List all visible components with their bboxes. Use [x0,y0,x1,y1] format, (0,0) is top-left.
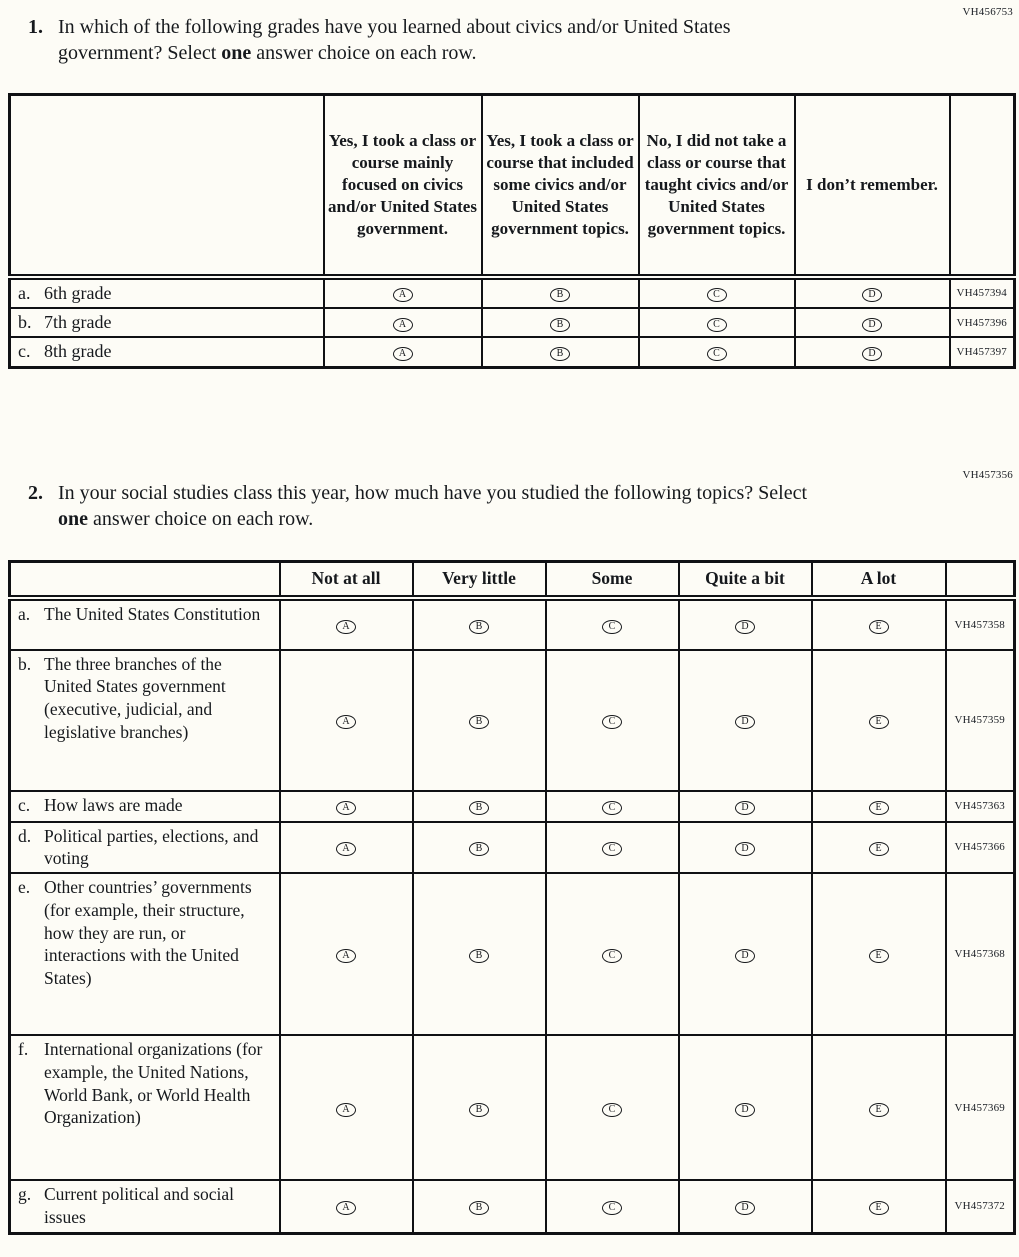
q2-row-a-label-cell [10,598,280,650]
item-code: VH457396 [950,308,1015,337]
row-letter: d. [18,825,32,846]
row-label: Other countries’ governments (for example, their structure, how they are run, or interactions with the United States) [44,877,252,988]
q2-col-header-a-lot: A lot [812,562,946,598]
question-1 [28,14,838,67]
q1-row-b-option-d-bubble[interactable]: D [862,318,882,332]
q2-row-f-option-a-bubble[interactable]: A [336,1103,356,1117]
q1-row-c-option-a-bubble[interactable]: A [393,347,413,361]
item-code: VH457394 [950,277,1015,308]
q2-row-g-option-e-bubble[interactable]: E [869,1201,889,1215]
q1-col-header-no: No, I did not take a class or course that taught civics and/or United States government topics. [639,95,795,277]
question-2-answer-grid [8,560,1016,1235]
q1-row-a-option-d-bubble[interactable]: D [862,288,882,302]
table-row-q2-b [10,650,1015,791]
q2-row-b-option-a-bubble[interactable]: A [336,715,356,729]
table-row-q1-b [10,308,1015,337]
question-2-text-before: In your social studies class this year, how much have you studied the following topics? Select [58,482,808,504]
q1-header-code-spacer [950,95,1015,277]
table-row-q2-e [10,873,1015,1035]
table-row-q2-d [10,822,1015,874]
q2-row-d-label-cell [10,822,280,874]
item-code: VH457372 [946,1180,1015,1233]
table-row-q1-c [10,337,1015,367]
q2-row-e-option-b-bubble[interactable]: B [469,949,489,963]
q2-row-c-label-cell [10,791,280,822]
q1-row-b-option-b-bubble[interactable]: B [550,318,570,332]
q2-row-e-option-e-bubble[interactable]: E [869,949,889,963]
row-letter: c. [18,341,31,362]
q1-row-c-option-b-bubble[interactable]: B [550,347,570,361]
row-label: 7th grade [44,311,112,332]
row-label: How laws are made [44,794,183,815]
item-code: VH457366 [946,822,1015,874]
row-label: 6th grade [44,282,112,303]
q2-row-d-option-e-bubble[interactable]: E [869,842,889,856]
q2-row-g-option-b-bubble[interactable]: B [469,1201,489,1215]
q1-row-a-option-b-bubble[interactable]: B [550,288,570,302]
row-label: 8th grade [44,341,112,362]
q2-row-d-option-b-bubble[interactable]: B [469,842,489,856]
q1-row-c-label-cell [10,337,324,367]
question-2-text-bold: one [58,508,88,531]
q2-row-g-option-c-bubble[interactable]: C [602,1201,622,1215]
q1-row-c-option-d-bubble[interactable]: D [862,347,882,361]
q2-col-header-very-little: Very little [413,562,546,598]
q2-row-b-option-c-bubble[interactable]: C [602,715,622,729]
q1-header-spacer [10,95,324,277]
question-2-item-code: VH457356 [962,469,1013,481]
q2-row-g-label-cell [10,1180,280,1233]
q2-header-spacer [10,562,280,598]
q2-row-c-option-b-bubble[interactable]: B [469,801,489,815]
q1-col-header-yes-some: Yes, I took a class or course that included some civics and/or United States government topics. [482,95,639,277]
item-code: VH457369 [946,1035,1015,1180]
q2-row-e-option-d-bubble[interactable]: D [735,949,755,963]
question-1-text [58,14,838,67]
q2-row-a-option-e-bubble[interactable]: E [869,620,889,634]
item-code: VH457368 [946,873,1015,1035]
q2-row-b-option-b-bubble[interactable]: B [469,715,489,729]
q2-row-f-label-cell [10,1035,280,1180]
q2-col-header-quite-a-bit: Quite a bit [679,562,812,598]
q2-row-b-option-e-bubble[interactable]: E [869,715,889,729]
row-letter: e. [18,877,31,897]
item-code: VH457358 [946,598,1015,650]
row-letter: f. [18,1039,29,1059]
q2-row-g-option-d-bubble[interactable]: D [735,1201,755,1215]
row-label: Political parties, elections, and voting [44,825,259,869]
row-letter: a. [18,282,31,303]
q2-row-b-label-cell [10,650,280,791]
q2-row-e-option-c-bubble[interactable]: C [602,949,622,963]
row-letter: b. [18,653,32,674]
q2-row-a-option-a-bubble[interactable]: A [336,620,356,634]
q2-row-a-option-b-bubble[interactable]: B [469,620,489,634]
q2-row-f-option-e-bubble[interactable]: E [869,1103,889,1117]
q2-row-c-option-c-bubble[interactable]: C [602,801,622,815]
q2-row-d-option-d-bubble[interactable]: D [735,842,755,856]
q1-col-header-dont-remember: I don’t remember. [795,95,950,277]
q1-row-b-option-a-bubble[interactable]: A [393,318,413,332]
q2-row-c-option-a-bubble[interactable]: A [336,801,356,815]
q2-row-e-option-a-bubble[interactable]: A [336,949,356,963]
q2-row-f-option-d-bubble[interactable]: D [735,1103,755,1117]
question-1-number: 1. [28,16,43,38]
row-letter: b. [18,311,32,332]
table-row-q2-f [10,1035,1015,1180]
q2-header-code-spacer [946,562,1015,598]
row-label: Current political and social issues [44,1184,235,1227]
table-row-q1-a [10,277,1015,308]
q2-row-d-option-c-bubble[interactable]: C [602,842,622,856]
q1-col-header-yes-mainly: Yes, I took a class or course mainly focused on civics and/or United States government. [324,95,482,277]
table-row-q2-a [10,598,1015,650]
item-code: VH457397 [950,337,1015,367]
q2-col-header-not-at-all: Not at all [280,562,413,598]
row-letter: a. [18,603,31,624]
q2-row-a-option-c-bubble[interactable]: C [602,620,622,634]
q2-row-f-option-b-bubble[interactable]: B [469,1103,489,1117]
row-letter: g. [18,1184,32,1204]
question-1-answer-grid [8,93,1016,369]
q1-row-c-option-c-bubble[interactable]: C [707,347,727,361]
question-2 [28,480,838,533]
q2-row-c-option-d-bubble[interactable]: D [735,801,755,815]
q1-row-a-label-cell [10,277,324,308]
q2-row-a-option-d-bubble[interactable]: D [735,620,755,634]
q1-row-a-option-a-bubble[interactable]: A [393,288,413,302]
question-2-text [58,480,838,533]
q2-row-f-option-c-bubble[interactable]: C [602,1103,622,1117]
row-label: The United States Constitution [44,603,261,624]
item-code: VH457359 [946,650,1015,791]
question-1-item-code: VH456753 [962,6,1013,18]
q1-row-a-option-c-bubble[interactable]: C [707,288,727,302]
row-label: The three branches of the United States government (executive, judicial, and legislative branches) [44,653,226,742]
table-row-q2-g [10,1180,1015,1233]
question-1-text-before: In which of the following grades have you learned about civics and/or United States government? Select [58,16,731,65]
row-label: International organizations (for example, the United Nations, World Bank, or World Health Organization) [44,1039,263,1128]
q2-col-header-some: Some [546,562,679,598]
q2-row-g-option-a-bubble[interactable]: A [336,1201,356,1215]
question-1-text-after: answer choice on each row. [251,42,477,65]
question-2-number: 2. [28,482,43,504]
q2-row-d-option-a-bubble[interactable]: A [336,842,356,856]
q2-header-row [10,562,1015,598]
question-1-text-bold: one [221,42,252,65]
question-2-text-after: answer choice on each row. [88,508,314,531]
q2-row-e-label-cell [10,873,280,1035]
row-letter: c. [18,794,31,815]
q1-header-row [10,95,1015,277]
q1-row-b-option-c-bubble[interactable]: C [707,318,727,332]
item-code: VH457363 [946,791,1015,822]
table-row-q2-c [10,791,1015,822]
q2-row-c-option-e-bubble[interactable]: E [869,801,889,815]
q2-row-b-option-d-bubble[interactable]: D [735,715,755,729]
q1-row-b-label-cell [10,308,324,337]
